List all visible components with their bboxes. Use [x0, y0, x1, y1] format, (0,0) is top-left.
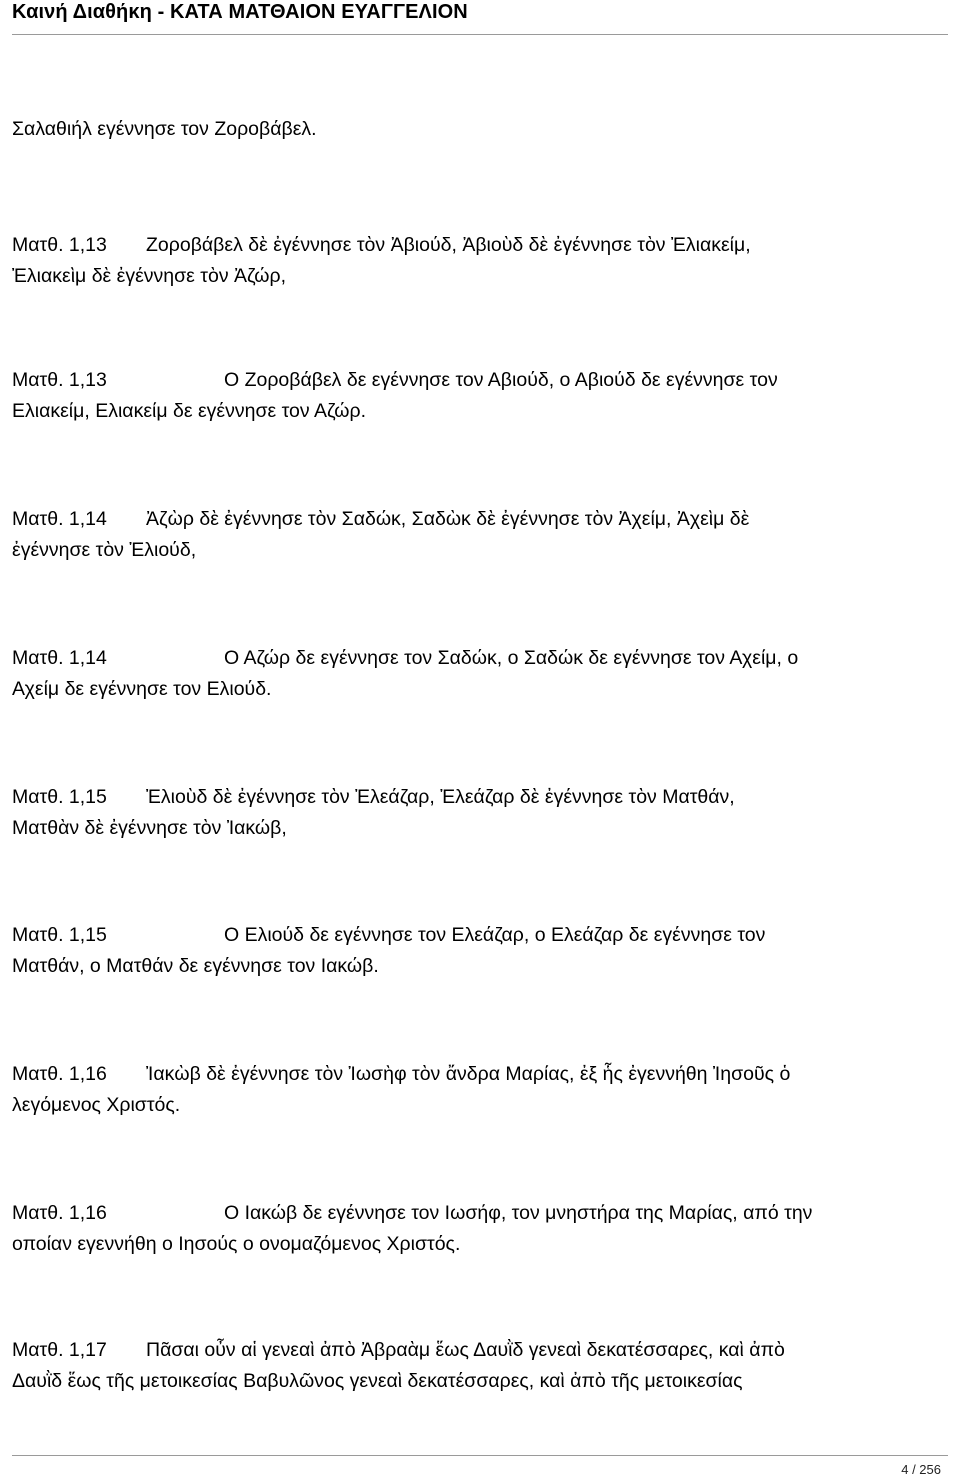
verse-reference: Ματθ. 1,13	[12, 234, 107, 256]
verse-original	[12, 1335, 947, 1397]
verse-line: οποίαν εγεννήθη ο Ιησούς ο ονομαζόμενος Χριστός.	[12, 1233, 461, 1255]
verse-reference: Ματθ. 1,15	[12, 924, 107, 946]
verse-line	[12, 920, 947, 951]
verse-original	[12, 1059, 947, 1121]
page-header	[12, 0, 948, 35]
verse-line	[12, 365, 947, 396]
verse-text: Ἐλιοὺδ δὲ ἐγέννησε τὸν Ἐλεάζαρ, Ἐλεάζαρ δὲ ἐγέννησε τὸν Ματθάν,	[146, 786, 735, 808]
verse-continuation	[12, 114, 947, 145]
verse-reference: Ματθ. 1,15	[12, 786, 107, 808]
verse-text: Ἰακὼβ δὲ ἐγέννησε τὸν Ἰωσὴφ τὸν ἄνδρα Μαρίας, ἐξ ἧς ἐγεννήθη Ἰησοῦς ὁ	[146, 1063, 791, 1085]
verse-line	[12, 782, 947, 813]
verse-line: Ἐλιακεὶμ δὲ ἐγέννησε τὸν Ἀζώρ,	[12, 265, 287, 287]
page-footer	[12, 1455, 948, 1480]
verse-reference: Ματθ. 1,14	[12, 647, 107, 669]
verse-modern	[12, 365, 947, 427]
verse-text: Ο Ζοροβάβελ δε εγέννησε τον Αβιούδ, ο Αβιούδ δε εγέννησε τον	[224, 369, 778, 391]
verse-text: Ζοροβάβελ δὲ ἐγέννησε τὸν Ἀβιούδ, Ἀβιοὺδ δὲ ἐγέννησε τὸν Ἐλιακείμ,	[146, 234, 751, 256]
verse-modern	[12, 920, 947, 982]
verse-reference: Ματθ. 1,13	[12, 369, 107, 391]
verse-reference: Ματθ. 1,16	[12, 1063, 107, 1085]
verse-text: Ο Ιακώβ δε εγέννησε τον Ιωσήφ, τον μνηστήρα της Μαρίας, από την	[224, 1202, 813, 1224]
verse-reference: Ματθ. 1,14	[12, 508, 107, 530]
verse-line	[12, 1198, 947, 1229]
verse-line: Ματθάν, ο Ματθάν δε εγέννησε τον Ιακώβ.	[12, 955, 379, 977]
verse-modern	[12, 643, 947, 705]
verse-line	[12, 504, 947, 535]
verse-modern	[12, 1198, 947, 1260]
verse-text: Πᾶσαι οὖν αἱ γενεαὶ ἀπὸ Ἀβραὰμ ἕως Δαυῒδ γενεαὶ δεκατέσσαρες, καὶ ἀπὸ	[146, 1339, 785, 1361]
verse-line: Σαλαθιήλ εγέννησε τον Ζοροβάβελ.	[12, 118, 317, 140]
verse-original	[12, 782, 947, 844]
verse-line	[12, 230, 947, 261]
verse-line: ἐγέννησε τὸν Ἐλιούδ,	[12, 539, 197, 561]
verse-line: λεγόμενος Χριστός.	[12, 1094, 181, 1116]
verse-line: Αχείμ δε εγέννησε τον Ελιούδ.	[12, 678, 272, 700]
verse-line: Δαυῒδ ἕως τῆς μετοικεσίας Βαβυλῶνος γενεαὶ δεκατέσσαρες, καὶ ἀπὸ τῆς μετοικεσίας	[12, 1370, 743, 1392]
page-number: 4 / 256	[901, 1462, 941, 1477]
verse-original	[12, 504, 947, 566]
verse-text: Ο Ελιούδ δε εγέννησε τον Ελεάζαρ, ο Ελεάζαρ δε εγέννησε τον	[224, 924, 766, 946]
verse-line: Ματθὰν δὲ ἐγέννησε τὸν Ἰακώβ,	[12, 817, 287, 839]
verse-line: Ελιακείμ, Ελιακείμ δε εγέννησε τον Αζώρ.	[12, 400, 366, 422]
verse-line	[12, 1335, 947, 1366]
verse-text: Ο Αζώρ δε εγέννησε τον Σαδώκ, ο Σαδώκ δε εγέννησε τον Αχείμ, ο	[224, 647, 799, 669]
verse-line	[12, 1059, 947, 1090]
verse-text: Ἀζὼρ δὲ ἐγέννησε τὸν Σαδώκ, Σαδὼκ δὲ ἐγέννησε τὸν Ἀχείμ, Ἀχεὶμ δὲ	[146, 508, 750, 530]
verse-reference: Ματθ. 1,16	[12, 1202, 107, 1224]
verse-original	[12, 230, 947, 292]
verse-reference: Ματθ. 1,17	[12, 1339, 107, 1361]
verse-line	[12, 643, 947, 674]
document-title: Καινή Διαθήκη - ΚΑΤΑ ΜΑΤΘΑΙΟΝ ΕΥΑΓΓΕΛΙΟΝ	[12, 1, 468, 23]
